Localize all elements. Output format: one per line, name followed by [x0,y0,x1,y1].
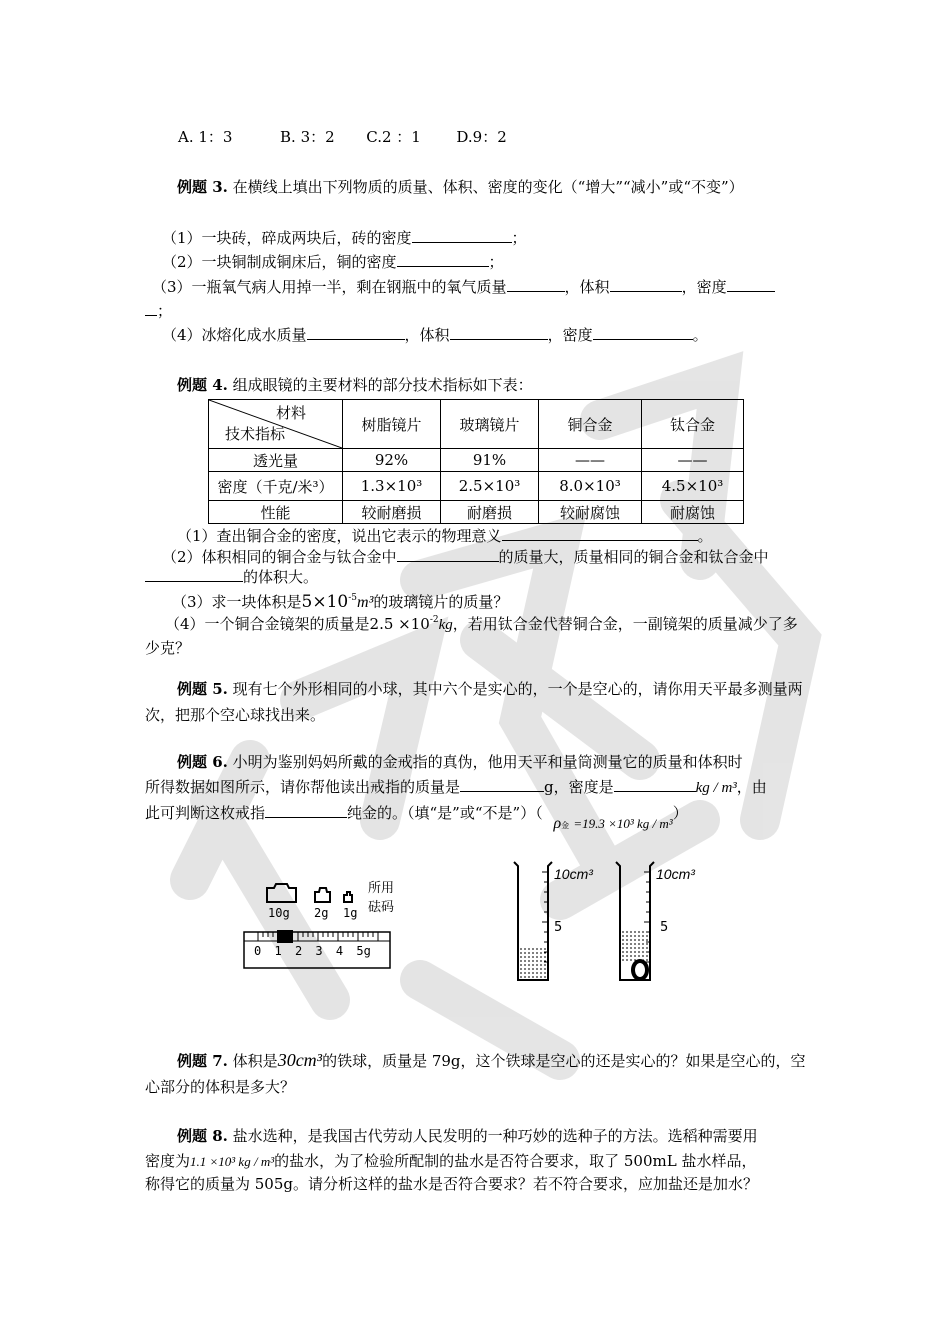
example-7 [145,1047,810,1100]
weight-label: 2g [314,906,329,920]
choice-d: D.9：2 [456,128,507,146]
table-cell: 1.3×10³ [343,472,441,501]
item-text: ，体积 [564,278,610,296]
volume-exponent: -5 [348,593,358,603]
answer-blank[interactable] [412,227,512,243]
example-3-label: 例题 3. [177,178,228,196]
question-text: 的体积大。 [243,568,319,586]
question-text: 称得它的质量为 505g。请分析这样的盐水是否符合要求？若不符合要求，应加盐还是加水？ [145,1175,759,1193]
example-6-line-1 [177,751,842,774]
example-6-line-2 [145,776,810,800]
question-text: 的铁球，质量是 79g，这个铁球是空心的还是实心的？如果是空心的，空心部分的体积是多大？ [145,1052,806,1096]
ring [633,961,647,979]
table-header: 树脂镜片 [343,400,441,449]
brine-density-value: 1.1 ×10³ kg / m³ [190,1154,275,1169]
question-text: ，若用钛合金代替铜合金，一副镜架的质量减少了多少克？ [145,615,798,657]
example-8-label: 例题 8. [177,1127,228,1145]
rider [277,930,293,943]
weights-title: 所用砝码 [368,881,395,915]
question-text: g，密度是 [544,778,614,796]
cylinders-figure [508,858,708,988]
cylinder-mid-label: 5 [554,920,563,935]
scale-labels [254,944,371,958]
item-text: （2）一块铜制成铜床后，铜的密度 [162,253,397,271]
item-end: ； [511,229,527,247]
example-4-text: 组成眼镜的主要材料的部分技术指标如下表： [232,376,533,394]
mass-answer-blank[interactable] [460,776,544,792]
example-6-label: 例题 6. [177,753,228,771]
scale-label: 2 [294,944,303,958]
mass-unit: kg [438,617,453,633]
question-text: 体积是 [232,1052,278,1070]
answer-blank[interactable] [397,546,499,562]
question-text: 此可判断这枚戒指 [145,804,266,822]
rho-subscript: 金 [561,821,570,830]
table-cell: 91% [441,449,539,472]
scale-label: 1 [274,944,282,958]
example-3-prompt [145,176,810,199]
item-text: （1）一块砖，碎成两块后，砖的密度 [162,229,412,247]
question-text: ，由 [736,778,767,796]
answer-blank[interactable] [397,251,489,267]
table-cell: —— [539,449,642,472]
answer-blank[interactable] [450,324,548,340]
example-8-line-2 [145,1150,810,1173]
question-text: （1）查出铜合金的密度，说出它表示的物理意义 [177,527,502,545]
table-cell: —— [642,449,744,472]
question-text: 所得数据如图所示，请你帮他读出戒指的质量是 [145,778,461,796]
scale-label: 5g [356,944,371,958]
row-label: 密度（千克/米³） [209,472,343,501]
table-cell: 2.5×10³ [441,472,539,501]
question-text: （3）求一块体积是 [172,593,302,611]
mass-value: 2.5 ×10 [369,615,430,633]
item-end: ； [157,302,173,320]
scale-label: 3 [315,944,323,958]
scale-label: 4 [335,944,344,958]
density-unit: kg / m³ [695,780,737,796]
mass-exponent: -2 [429,615,439,625]
volume-value: 5×10 [301,592,349,612]
example-3-item-2 [162,251,827,274]
item-end: 。 [692,326,708,344]
example-4-q1 [177,525,842,548]
answer-blank[interactable] [145,300,157,316]
example-6-text: 小明为鉴别妈妈所戴的金戒指的真伪，他用天平和量筒测量它的质量和体积时 [232,753,743,771]
example-3-item-4 [162,324,827,347]
question-text: 纯金的。（填“是”或“不是”）（ [347,804,543,822]
row-label: 透光量 [209,449,343,472]
item-text: ，体积 [404,326,450,344]
example-5-label: 例题 5. [177,680,228,698]
cylinder-top-label: 10cm³ [656,866,695,882]
example-8-text: 盐水选种，是我国古代劳动人民发明的一种巧妙的选种子的方法。选稻种需要用 [232,1127,758,1145]
table-cell: 8.0×10³ [539,472,642,501]
question-text: 的质量大，质量相同的铜合金和钛合金中 [498,548,769,566]
question-text: （4）一个铜合金镜架的质量是 [165,615,370,633]
choice-options [178,126,843,149]
table-row [209,501,744,524]
example-4-q4 [145,609,810,660]
example-8-line-3 [145,1173,810,1196]
choice-b: B. 3：2 [280,128,335,146]
answer-blank[interactable] [507,276,565,292]
table-row [209,472,744,501]
table-cell: 4.5×10³ [642,472,744,501]
answer-blank[interactable] [502,525,698,541]
choice-c: C.2 ：1 [366,128,421,146]
table-header: 铜合金 [539,400,642,449]
item-text: ，密度 [681,278,727,296]
table-header-row [209,400,744,449]
gold-density-value: =19.3 ×10³ kg / m³ [573,816,673,831]
example-4-label: 例题 4. [177,376,228,394]
example-3-text: 在横线上填出下列物质的质量、体积、密度的变化（“增大”“减小”或“不变”） [232,178,744,196]
corner-top-label: 材料 [275,404,306,422]
question-text: 的盐水，为了检验所配制的盐水是否符合要求，取了 500mL 盐水样品， [274,1152,757,1170]
answer-blank[interactable] [727,276,775,292]
answer-blank[interactable] [593,324,693,340]
example-8-line-1 [177,1125,842,1148]
table-row [209,449,744,472]
example-7-label: 例题 7. [177,1052,228,1070]
item-text: （4）冰熔化成水质量 [162,326,307,344]
item-end: ； [488,253,504,271]
table-cell: 92% [343,449,441,472]
example-6-line-3 [145,802,810,832]
answer-blank[interactable] [307,324,405,340]
judgement-answer-blank[interactable] [265,802,347,818]
table-cell: 耐腐蚀 [642,501,744,524]
example-4-q2-cont [145,566,810,589]
example-5-text: 现有七个外形相同的小球，其中六个是实心的，一个是空心的，请你用天平最多测量两次，把那个空心球找出来。 [145,680,803,724]
cylinder-mid-label: 5 [660,920,669,935]
materials-table [208,399,744,524]
choice-a: A. 1：3 [178,128,233,146]
scale-label: 0 [254,944,262,958]
example-4-prompt [177,374,842,397]
rho-symbol: ρ [553,815,562,832]
answer-blank[interactable] [145,566,243,582]
example-3-item-1 [162,227,827,250]
gold-density-formula [553,812,672,837]
corner-cell [209,400,343,449]
question-text: 密度为 [145,1152,191,1170]
table-cell: 较耐腐蚀 [539,501,642,524]
question-text: （2）体积相同的铜合金与钛合金中 [162,548,397,566]
table-cell: 较耐磨损 [343,501,441,524]
volume-value: 30cm³ [277,1050,323,1070]
answer-blank[interactable] [610,276,682,292]
table-cell: 耐磨损 [441,501,539,524]
weight-label: 1g [343,906,358,920]
table-header: 玻璃镜片 [441,400,539,449]
balance-figure [240,870,400,980]
corner-bottom-label: 技术指标 [225,425,286,443]
item-text: （3）一瓶氧气病人用掉一半，剩在钢瓶中的氧气质量 [152,278,507,296]
item-text: ，密度 [547,326,593,344]
volume-unit: m³ [357,594,374,611]
example-3-item-3-cont [145,300,810,323]
density-answer-blank[interactable] [614,776,696,792]
table-header: 钛合金 [642,400,744,449]
question-end: 。 [697,527,713,545]
question-text: 的玻璃镜片的质量？ [373,593,509,611]
example-3-item-3 [152,276,817,299]
cylinder-top-label: 10cm³ [554,866,593,882]
row-label: 性能 [209,501,343,524]
example-5 [145,676,810,728]
question-end: ） [672,804,688,822]
weight-label: 10g [268,906,290,920]
